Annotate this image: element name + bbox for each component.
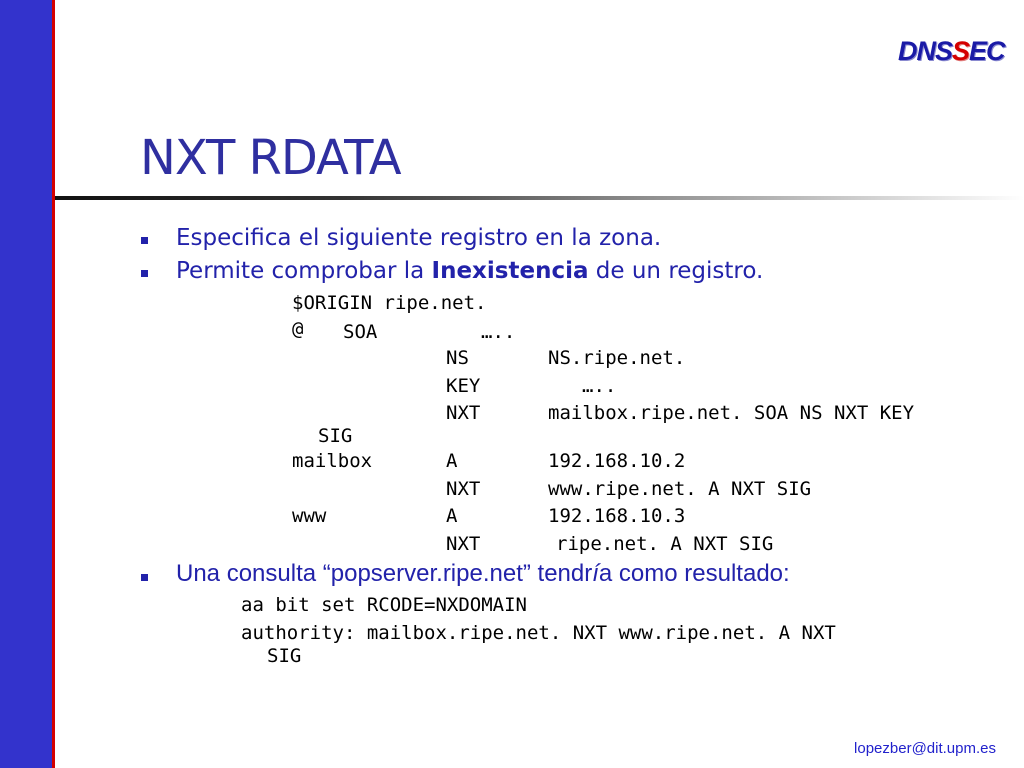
zone-origin: $ORIGIN ripe.net. [292, 292, 487, 314]
zone-type-key: KEY [446, 375, 481, 397]
zone-nxt-cont: SIG [318, 425, 353, 447]
result-line-2: authority: mailbox.ripe.net. NXT www.ripe.net. A NXT [241, 622, 836, 644]
zone-owner-at: @ [292, 318, 304, 340]
left-band [0, 0, 52, 768]
bullet-3 [176, 560, 790, 588]
bullet-2-pre: Permite comprobar la [176, 258, 432, 284]
logo-s: S [952, 36, 970, 66]
bullet-2 [176, 258, 763, 284]
zone-type-a: A [446, 505, 458, 527]
left-red-stripe [52, 0, 55, 768]
zone-type-a: A [446, 450, 458, 472]
bullet-3-pre: Una consulta “popserver.ripe.net” tendr [176, 560, 593, 587]
slide-title: NXT RDATA [140, 130, 401, 186]
zone-a-data: 192.168.10.2 [548, 450, 686, 472]
logo-dns: DNS [898, 36, 953, 66]
bullet-marker [141, 270, 148, 277]
result-line-2-cont: SIG [267, 645, 302, 667]
footer-email: lopezber@dit.upm.es [854, 740, 996, 757]
dnssec-logo [898, 36, 1005, 67]
bullet-1: Especifica el siguiente registro en la zona. [176, 225, 662, 251]
zone-nxt-data: mailbox.ripe.net. SOA NS NXT KEY [548, 402, 915, 424]
zone-owner-mailbox: mailbox [292, 450, 373, 472]
bullet-3-post: a como resultado: [598, 560, 790, 587]
zone-key-data: ….. [582, 375, 617, 397]
zone-type-ns: NS [446, 347, 469, 369]
result-line-1: aa bit set RCODE=NXDOMAIN [241, 594, 527, 616]
logo-ec: EC [969, 36, 1005, 66]
zone-a-data: 192.168.10.3 [548, 505, 686, 527]
bullet-2-strong: Inexistencia [431, 258, 589, 284]
bullet-2-post: de un registro. [588, 258, 764, 284]
zone-nxt-data: ripe.net. A NXT SIG [556, 533, 774, 555]
zone-type-nxt: NXT [446, 478, 481, 500]
title-rule [55, 196, 1024, 200]
zone-ns-data: NS.ripe.net. [548, 347, 686, 369]
zone-type-nxt: NXT [446, 402, 481, 424]
zone-soa-data: ….. [481, 321, 516, 343]
zone-type-soa: SOA [343, 321, 378, 343]
zone-nxt-data: www.ripe.net. A NXT SIG [548, 478, 812, 500]
bullet-3-accent: í [592, 560, 599, 587]
bullet-marker [141, 237, 148, 244]
bullet-marker [141, 574, 148, 581]
zone-owner-www: www [292, 505, 327, 527]
zone-type-nxt: NXT [446, 533, 481, 555]
